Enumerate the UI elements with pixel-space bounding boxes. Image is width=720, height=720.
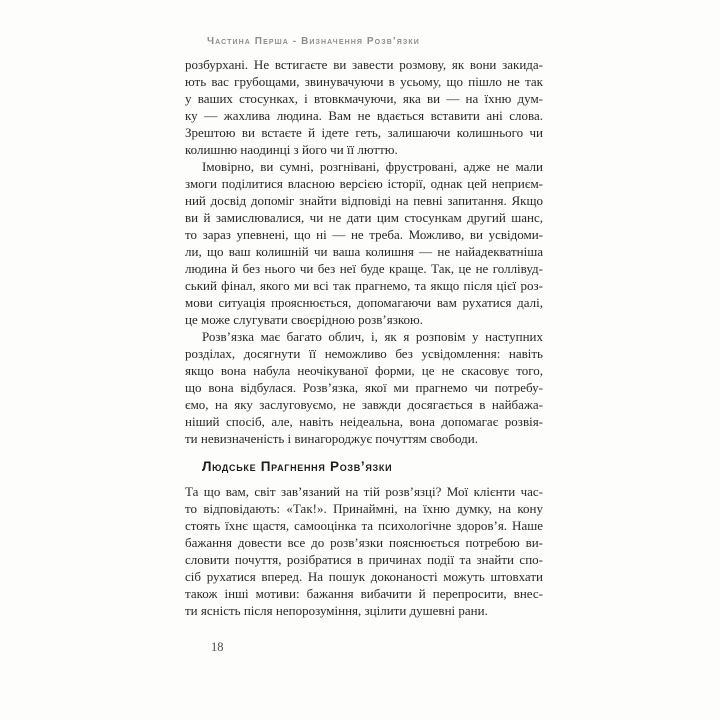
text-line: розбурхані. Не встигаєте ви завести розмову, як вони закида- xyxy=(185,57,543,72)
text-line: ви й замислювалися, чи не дати цим стосункам другий шанс, xyxy=(185,210,543,225)
text-line: розділах, досягнути її неможливо без усвідомлення: навіть xyxy=(185,346,543,361)
paragraph xyxy=(185,328,543,447)
page-body xyxy=(185,56,543,619)
text-line: то відповідають: «Так!». Принаймні, на їхню думку, на кону xyxy=(185,501,543,516)
text-line: це може слугувати своєрідною розв’язкою. xyxy=(185,312,423,327)
text-line: змоги поділитися власною версією історії, однак цей неприєм- xyxy=(185,176,543,191)
text-line: словити почуття, розібратися в причинах події та знайти спо- xyxy=(185,552,543,567)
text-line: ний досвід допоміг знайти відповіді на певні запитання. Якщо xyxy=(185,193,543,208)
page-number: 18 xyxy=(211,640,224,654)
paragraph xyxy=(185,483,543,619)
text-line: стоять їхнє щастя, самооцінка та психологічне здоров’я. Наше xyxy=(185,518,543,533)
text-line: ємо, на яку заслуговуємо, не завжди досягається в найбажа- xyxy=(185,397,543,412)
text-line: ли, що ваш колишній чи ваша колишня — не найадекватніша xyxy=(185,244,543,259)
paragraph xyxy=(185,56,543,158)
text-line: сіб рухатися вперед. На пошук доконаності можуть штовхати xyxy=(185,569,543,584)
text-line: Та що вам, світ зав’язаний на тій розв’язці? Мої клієнти час- xyxy=(185,484,543,499)
text-line: мови ситуація прояснюється, допомагаючи вам рухатися далі, xyxy=(185,295,543,310)
text-line: також інші мотиви: бажання вибачити й перепросити, внес- xyxy=(185,586,543,601)
text-line: у ваших стосунках, і втовкмачуючи, яка ви — на їхню дум- xyxy=(185,91,543,106)
text-line: ніший спосіб, але, навіть неідеальна, вона допомагає розвія- xyxy=(185,414,543,429)
text-line: ти невизначеність і винагороджує почуттям свободи. xyxy=(185,431,478,446)
text-line: якщо вона набула неочікуваної форми, це не скасовує того, xyxy=(185,363,543,378)
text-line: то зараз упевнені, що ні — не треба. Можливо, ви усвідоми- xyxy=(185,227,543,242)
text-line: що вона відбулася. Розв’язка, якої ми прагнемо чи потребу- xyxy=(185,380,543,395)
text-line: Розв’язка має багато облич, і, як я розповім у наступних xyxy=(202,329,543,344)
text-line: ський фінал, якого ми всі так прагнемо, та якщо після цієї роз- xyxy=(185,278,543,293)
text-line: ку — жахлива людина. Вам не вдається вставити ані слова. xyxy=(185,108,543,123)
text-line: людина й без нього чи без неї буде краще. Так, це не голлівуд- xyxy=(185,261,543,276)
text-line: Зрештою ви встаєте й ідете геть, залишаючи колишнього чи xyxy=(185,125,543,140)
text-line: Імовірно, ви сумні, розгнівані, фрустровані, адже не мали xyxy=(202,159,543,174)
paragraph xyxy=(185,158,543,328)
text-line: бажання довести все до розв’язки пояснюється потребою ви- xyxy=(185,535,543,550)
text-line: ти ясність після непорозуміння, зцілити душевні рани. xyxy=(185,603,488,618)
section-heading: Людське Прагнення Розв’язки xyxy=(202,459,393,474)
text-line: колишню наодинці з його чи її люттю. xyxy=(185,142,398,157)
text-line: ють вас грубощами, звинувачуючи в усьому, що пішло не так xyxy=(185,74,543,89)
running-header: Частина Перша - Визначення Розв’язки xyxy=(207,36,420,47)
